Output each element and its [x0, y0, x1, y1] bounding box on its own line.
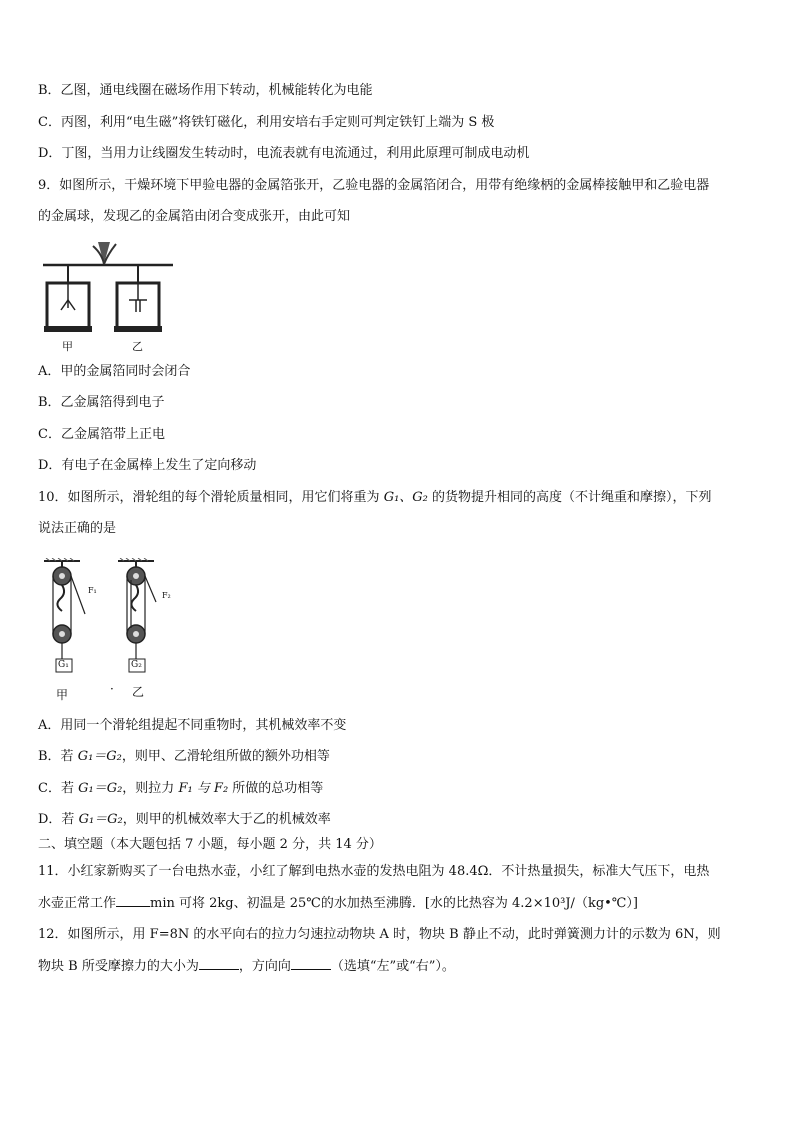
q10-stem-line2: 说法正确的是	[38, 521, 117, 536]
q10-option-c	[38, 780, 323, 798]
q12-line1: 12．如图所示，用 F=8N 的水平向右的拉力匀速拉动物块 A 时，物块 B 静止不动，此时弹簧测力计的示数为 6N，则	[38, 927, 721, 942]
electroscope-yi	[114, 265, 162, 332]
weight-label-g1: G₁	[58, 660, 69, 670]
q10-option-c-prefix: C．若	[38, 781, 79, 796]
pulley-figure	[38, 558, 188, 704]
q11-line2-prefix: 水壶正常工作	[38, 896, 117, 911]
q9-stem-line1: 9．如图所示，干燥环境下甲验电器的金属箔张开，乙验电器的金属箔闭合，用带有绝缘柄的金属棒接触甲和乙验电器	[38, 178, 710, 193]
label-yi: 乙	[132, 340, 143, 353]
q8-option-d: D．丁图，当用力让线圈发生转动时，电流表就有电流通过，利用此原理可制成电动机	[38, 146, 530, 161]
q10-stem-part1: 10．如图所示，滑轮组的每个滑轮质量相同，用它们将重为	[38, 490, 384, 505]
q11-answer-blank[interactable]	[116, 894, 150, 907]
q10-option-d	[38, 811, 331, 829]
q10-option-c-forces: F₁ 与 F₂	[178, 781, 229, 796]
label-yi-pulley: 乙	[132, 685, 145, 699]
q11-line1: 11．小红家新购买了一台电热水壶，小红了解到电热水壶的发热电阻为 48.4Ω．不计热量损失，标准大气压下，电热	[38, 864, 710, 879]
electroscope-diagram	[38, 236, 178, 336]
q12-direction-blank[interactable]	[291, 957, 331, 970]
q9-option-c: C．乙金属箔带上正电	[38, 427, 165, 442]
q12-line2	[38, 957, 455, 976]
q10-stem-part2: 的货物提升相同的高度（不计绳重和摩擦），下列	[427, 490, 712, 505]
q10-option-b-prefix: B．若	[38, 749, 78, 764]
q10-option-d-condition: G₁＝G₂	[78, 812, 123, 827]
q10-option-c-condition: G₁＝G₂	[78, 781, 123, 796]
q10-option-b	[38, 748, 330, 766]
q9-option-d: D．有电子在金属棒上发生了定向移动	[38, 458, 257, 473]
q10-option-b-text: ，则甲、乙滑轮组所做的额外功相等	[121, 749, 330, 764]
q11-line2-text: min 可将 2kg、初温是 25℃的水加热至沸腾．[水的比热容为 4.2×10³J/（kg•℃）]	[150, 896, 638, 911]
q10-option-d-prefix: D．若	[38, 812, 79, 827]
electroscope-jia	[44, 265, 92, 332]
q8-option-b: B．乙图，通电线圈在磁场作用下转动，机械能转化为电能	[38, 83, 373, 98]
q9-option-a: A．甲的金属箔同时会闭合	[38, 364, 191, 379]
q10-option-d-text: ，则甲的机械效率大于乙的机械效率	[122, 812, 331, 827]
pulley-system-yi	[127, 561, 156, 672]
electroscope-figure	[38, 236, 178, 356]
q8-option-c: C．丙图，利用“电生磁”将铁钉磁化，利用安培右手定则可判定铁钉上端为 S 极	[38, 115, 495, 130]
force-label-f1: F₁	[88, 586, 97, 595]
stray-dot: ·	[110, 682, 114, 696]
q9-option-b: B．乙金属箔得到电子	[38, 395, 165, 410]
q10-option-c-mid: ，则拉力	[122, 781, 179, 796]
q10-stem-line1	[38, 489, 712, 507]
q12-line2-text: （选填“左”或“右”）。	[330, 959, 455, 974]
q12-friction-blank[interactable]	[199, 957, 239, 970]
q11-line2	[38, 894, 638, 913]
label-jia-pulley: 甲	[56, 688, 69, 702]
q9-stem-line2: 的金属球，发现乙的金属箔由闭合变成张开，由此可知	[38, 209, 351, 224]
q10-option-c-text: 所做的总功相等	[228, 781, 324, 796]
q10-g1-g2: G₁、G₂	[383, 490, 428, 505]
section-title-fill-in: 二、填空题（本大题包括 7 小题，每小题 2 分，共 14 分）	[38, 837, 382, 852]
label-jia: 甲	[62, 340, 73, 353]
q12-line2-mid: ，方向向	[238, 959, 291, 974]
q10-option-b-condition: G₁＝G₂	[77, 749, 122, 764]
force-label-f2: F₂	[162, 591, 171, 600]
q10-option-a: A．用同一个滑轮组提起不同重物时，其机械效率不变	[38, 718, 347, 733]
q12-line2-prefix: 物块 B 所受摩擦力的大小为	[38, 959, 199, 974]
weight-label-g2: G₂	[131, 660, 142, 670]
pulley-system-jia	[53, 561, 85, 672]
